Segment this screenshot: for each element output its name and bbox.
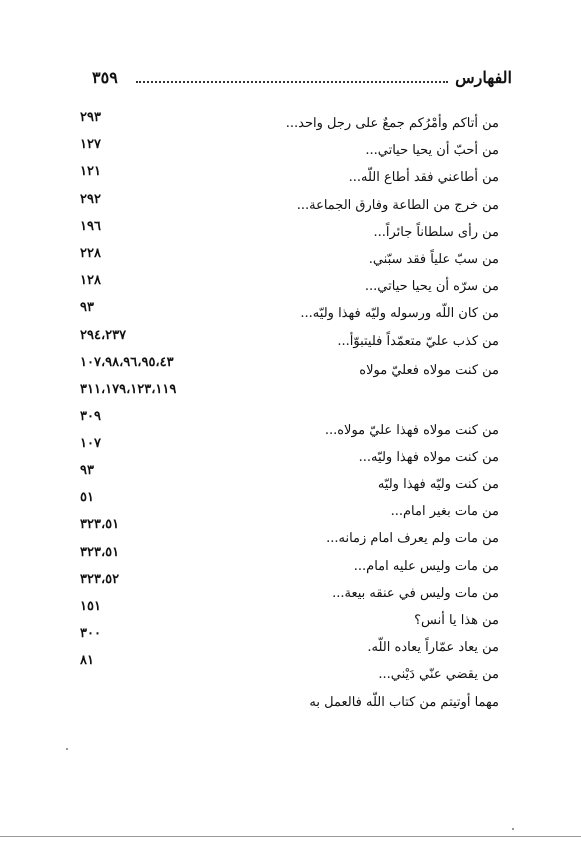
index-entry (0, 298, 581, 325)
scan-edge-line (0, 836, 581, 837)
entry-text: من رأى سلطاناً جائراً... (373, 224, 499, 240)
entry-text: من كنت مولاه فهذا عليّ مولاه... (324, 422, 499, 438)
entry-text: من سبّ علياً فقد سبّني. (368, 251, 499, 267)
index-entry (0, 217, 581, 244)
running-header (92, 68, 512, 94)
entry-text: من مات وليس عليه امام... (353, 558, 499, 574)
entry-pages: ٣٢٣،٥١ (80, 517, 120, 533)
entry-text: من يعاد عمّاراً يعاده اللّه. (367, 640, 499, 656)
entry-text: مهما أوتيتم من كتاب اللّه فالعمل به (309, 694, 499, 710)
entry-pages: ١٩٦ (80, 218, 101, 234)
entry-pages: ١٠٧ (80, 435, 101, 451)
index-entry (0, 135, 581, 162)
entry-text: من مات ولم يعرف امام زمانه... (326, 531, 499, 547)
index-entry (0, 353, 581, 407)
entry-pages: ٢٩٤،٢٣٧ (80, 327, 127, 343)
index-entry (0, 543, 581, 574)
index-entry (0, 570, 581, 601)
entry-text: من يقضي عنّي دَيْني... (378, 667, 499, 683)
entry-pages: ٩٣ (80, 300, 94, 316)
entry-pages: ٣٢٣،٥٢ (80, 571, 120, 587)
entry-pages: ١٠٧،٩٨،٩٦،٩٥،٤٣ (80, 354, 174, 370)
entry-text: من كذب عليّ متعمّداً فليتبوّأ... (337, 333, 499, 349)
index-entry (0, 326, 581, 353)
index-entry (0, 624, 581, 656)
entry-text: من مات وليس في عنقه بيعة... (332, 585, 499, 601)
entry-pages-continued: ٣١١،١٧٩،١٢٣،١١٩ (80, 381, 177, 397)
entry-text: من كنت وليّه فهذا وليّه (377, 477, 499, 493)
index-entry (0, 162, 581, 189)
entry-pages: ٢٩٣ (80, 110, 101, 125)
index-entry (0, 244, 581, 271)
index-entry (0, 679, 581, 710)
entry-pages: ٥١ (80, 490, 94, 506)
entry-pages: ٣٠٩ (80, 408, 101, 424)
scan-speck (512, 828, 514, 830)
index-entry (0, 407, 581, 438)
entry-pages: ٢٩٢ (80, 191, 101, 207)
entry-text: من سرّه أن يحيا حياتي... (364, 279, 499, 295)
entry-text: من كان اللّه ورسوله وليّه فهذا وليّه... (300, 306, 499, 322)
page-number: ٣٥٩ (92, 68, 118, 87)
hadith-index-list (0, 108, 581, 710)
index-entry (0, 651, 581, 683)
entry-text: من كنت مولاه فعليّ مولاه (359, 362, 499, 378)
leader-dots (136, 81, 448, 83)
entry-pages: ٣٢٣،٥١ (80, 544, 120, 560)
entry-pages: ١٢٨ (80, 273, 101, 289)
index-entry (0, 488, 581, 520)
index-entry (0, 515, 581, 547)
scan-speck (66, 748, 68, 750)
entry-pages: ١٥١ (80, 599, 101, 614)
header-title: الفهارس (455, 68, 512, 87)
entry-pages: ٩٣ (80, 463, 94, 479)
entry-pages: ٢٢٨ (80, 245, 101, 261)
entry-text: من خرج من الطاعة وفارق الجماعة... (296, 197, 499, 213)
index-entry (0, 434, 581, 465)
entry-text: من أتاكم وأمْرُكم جمعٌ على رجل واحد... (285, 116, 499, 131)
index-entry (0, 190, 581, 217)
entry-text: من كنت مولاه فهذا وليّه... (358, 449, 499, 465)
entry-pages: ٨١ (80, 653, 94, 669)
index-entry (0, 271, 581, 298)
entry-text: من مات بغير امام... (390, 504, 499, 520)
index-entry (0, 461, 581, 493)
entry-text: من أحبّ أن يحيا حياتي... (365, 143, 499, 159)
entry-pages: ٣٠٠ (80, 626, 101, 642)
entry-text: من هذا يا أنس؟ (414, 613, 499, 628)
index-entry (0, 108, 581, 135)
entry-pages: ١٢٧ (80, 137, 101, 153)
index-entry (0, 597, 581, 628)
entry-pages: ١٢١ (80, 164, 101, 180)
entry-text: من أطاعني فقد أطاع اللّه... (348, 170, 499, 186)
